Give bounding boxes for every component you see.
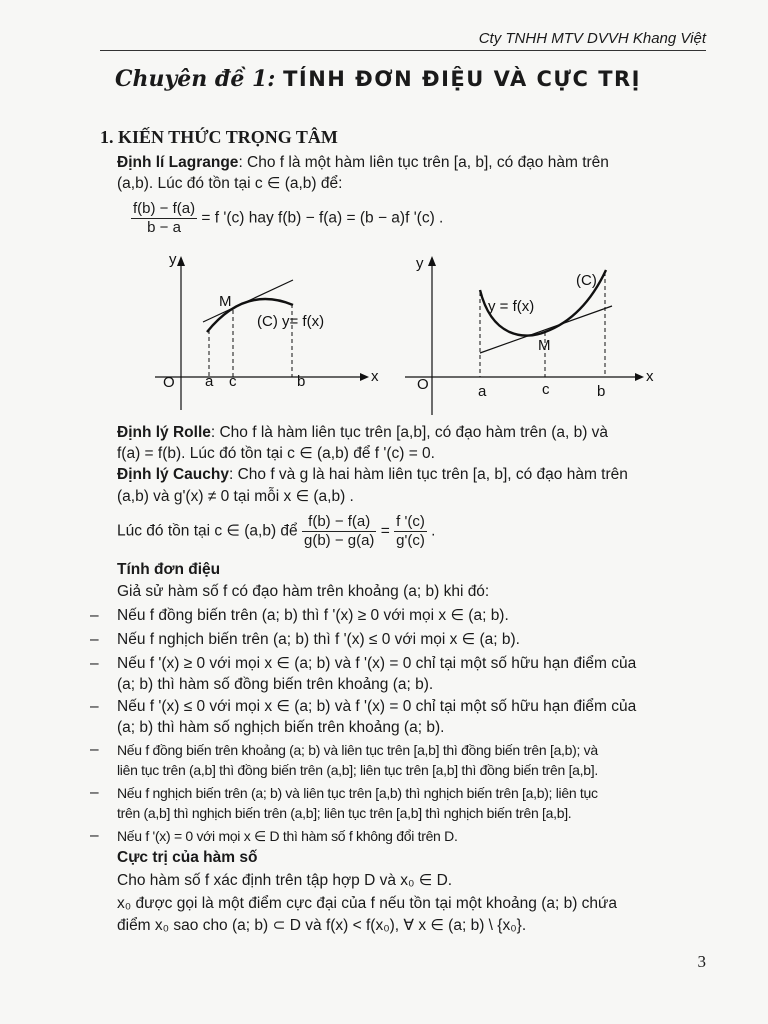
fig2-x-label: x bbox=[646, 368, 654, 385]
fig2-curve-label: y = f(x) bbox=[488, 298, 535, 315]
bullet-dash: – bbox=[90, 827, 99, 844]
fig2-x-arrow bbox=[635, 373, 644, 381]
cauchy-end: . bbox=[431, 522, 436, 540]
fig1-a-label: a bbox=[205, 373, 214, 390]
monotonic-intro: Giả sử hàm số f có đạo hàm trên khoảng (a; b) khi đó: bbox=[117, 583, 490, 600]
figure-lagrange-concave bbox=[145, 250, 385, 420]
fig2-y-label: y bbox=[416, 255, 424, 272]
cauchy-frac2-num: f '(c) bbox=[396, 513, 425, 530]
monotonic-item-7: Nếu f '(x) = 0 với mọi x ∈ D thì hàm số f không đổi trên D. bbox=[117, 828, 458, 844]
monotonic-item-5-line-2: liên tục trên (a,b] thì đồng biến trên (a,b]; liên tục trên [a,b] thì đồng biến trên [a,b]. bbox=[117, 762, 598, 778]
bullet-dash: – bbox=[90, 655, 99, 672]
monotonic-item-2: Nếu f nghịch biến trên (a; b) thì f '(x) ≤ 0 với mọi x ∈ (a; b). bbox=[117, 631, 520, 648]
fig1-y-arrow bbox=[177, 256, 185, 266]
monotonic-item-5-line-1: Nếu f đồng biến trên khoảng (a; b) và liên tục trên [a,b] thì đồng biến trên [a,b); và bbox=[117, 742, 598, 758]
lagrange-fraction bbox=[131, 200, 197, 237]
cauchy-text-1: : Cho f và g là hai hàm liên tục trên [a, b], có đạo hàm trên bbox=[228, 466, 628, 483]
fig2-origin: O bbox=[417, 376, 429, 393]
header-rule bbox=[100, 50, 706, 51]
chapter-title bbox=[115, 66, 641, 92]
lagrange-formula bbox=[131, 200, 443, 237]
monotonic-item-3-line-2: (a; b) thì hàm số đồng biến trên khoảng (a; b). bbox=[117, 676, 434, 693]
bullet-dash: – bbox=[90, 631, 99, 648]
cauchy-frac1-num: f(b) − f(a) bbox=[302, 513, 376, 532]
lagrange-text-1: : Cho f là một hàm liên tục trên [a, b], có đạo hàm trên bbox=[238, 154, 609, 171]
fig2-c-label-text: (C) bbox=[576, 272, 597, 289]
monotonic-item-1: Nếu f đồng biến trên (a; b) thì f '(x) ≥ 0 với mọi x ∈ (a; b). bbox=[117, 607, 509, 624]
running-header: Cty TNHH MTV DVVH Khang Việt bbox=[478, 30, 706, 47]
lagrange-line-2: (a,b). Lúc đó tồn tại c ∈ (a,b) để: bbox=[117, 175, 343, 192]
cauchy-line-1 bbox=[117, 465, 628, 485]
rolle-text-1: : Cho f là hàm liên tục trên [a,b], có đạo hàm trên (a, b) và bbox=[210, 424, 609, 441]
fig2-point-m: M bbox=[538, 337, 551, 354]
chapter-prefix: Chuyên đề 1: bbox=[115, 66, 276, 92]
cauchy-equals: = bbox=[380, 522, 390, 540]
lagrange-frac-num: f(b) − f(a) bbox=[133, 200, 196, 217]
fig2-a-label: a bbox=[478, 383, 487, 400]
extrema-line-3: điểm x₀ sao cho (a; b) ⊂ D và f(x) < f(x₀), ∀ x ∈ (a; b) \ {x₀}. bbox=[117, 917, 527, 934]
section-heading: 1. KIẾN THỨC TRỌNG TÂM bbox=[100, 127, 338, 147]
fig1-y-label: y bbox=[169, 251, 177, 268]
fig1-c-label: c bbox=[229, 373, 237, 390]
bullet-dash: – bbox=[90, 741, 99, 758]
fig1-x-label: x bbox=[371, 368, 379, 385]
monotonic-item-4-line-2: (a; b) thì hàm số nghịch biến trên khoảng (a; b). bbox=[117, 719, 445, 736]
cauchy-frac2-den: g'(c) bbox=[396, 532, 425, 549]
monotonic-item-6-line-1: Nếu f nghịch biến trên (a; b) và liên tục trên [a,b) thì nghịch biến trên [a,b); liên tục bbox=[117, 785, 598, 801]
chapter-main-title: TÍNH ĐƠN ĐIỆU VÀ CỰC TRỊ bbox=[283, 67, 641, 91]
extrema-line-1: Cho hàm số f xác định trên tập hợp D và x₀ ∈ D. bbox=[117, 872, 453, 889]
lagrange-formula-rest: = f '(c) hay f(b) − f(a) = (b − a)f '(c) . bbox=[201, 209, 444, 227]
bullet-dash: – bbox=[90, 784, 99, 801]
bullet-dash: – bbox=[90, 607, 99, 624]
fig1-x-arrow bbox=[360, 373, 369, 381]
page-number: 3 bbox=[697, 952, 706, 971]
monotonic-item-3-line-1: Nếu f '(x) ≥ 0 với mọi x ∈ (a; b) và f '(x) = 0 chỉ tại một số hữu hạn điểm của bbox=[117, 655, 637, 672]
extrema-heading: Cực trị của hàm số bbox=[117, 849, 258, 866]
lagrange-line-1 bbox=[117, 153, 609, 173]
cauchy-line-2: (a,b) và g'(x) ≠ 0 tại mỗi x ∈ (a,b) . bbox=[117, 488, 354, 505]
fig1-point-m: M bbox=[219, 293, 232, 310]
cauchy-formula bbox=[117, 513, 435, 550]
figure-lagrange-convex bbox=[400, 250, 662, 422]
lagrange-label: Định lí Lagrange bbox=[117, 154, 239, 171]
cauchy-fraction-2 bbox=[394, 513, 427, 550]
fig2-b-label: b bbox=[597, 383, 606, 400]
fig1-curve-label: (C) y= f(x) bbox=[257, 313, 325, 330]
cauchy-fraction-1 bbox=[302, 513, 376, 550]
extrema-line-2: x₀ được gọi là một điểm cực đại của f nếu tồn tại một khoảng (a; b) chứa bbox=[117, 895, 618, 912]
cauchy-label: Định lý Cauchy bbox=[117, 466, 229, 483]
fig1-origin: O bbox=[163, 374, 175, 391]
rolle-line-2: f(a) = f(b). Lúc đó tồn tại c ∈ (a,b) để f '(c) = 0. bbox=[117, 445, 435, 462]
rolle-line-1 bbox=[117, 423, 608, 443]
monotonic-item-4-line-1: Nếu f '(x) ≤ 0 với mọi x ∈ (a; b) và f '(x) = 0 chỉ tại một số hữu hạn điểm của bbox=[117, 698, 637, 715]
rolle-label: Định lý Rolle bbox=[117, 424, 211, 441]
fig1-b-label: b bbox=[297, 373, 306, 390]
monotonic-item-6-line-2: trên (a,b] thì nghịch biến trên (a,b]; liên tục trên [a,b] thì nghịch biến trên [a,b]. bbox=[117, 805, 572, 821]
fig2-y-arrow bbox=[428, 256, 436, 266]
lagrange-frac-den: b − a bbox=[147, 219, 181, 236]
cauchy-text-3: Lúc đó tồn tại c ∈ (a,b) để bbox=[117, 522, 298, 540]
monotonic-heading: Tính đơn điệu bbox=[117, 561, 221, 578]
bullet-dash: – bbox=[90, 698, 99, 715]
fig2-c-label: c bbox=[542, 381, 550, 398]
cauchy-frac1-den: g(b) − g(a) bbox=[303, 532, 375, 549]
